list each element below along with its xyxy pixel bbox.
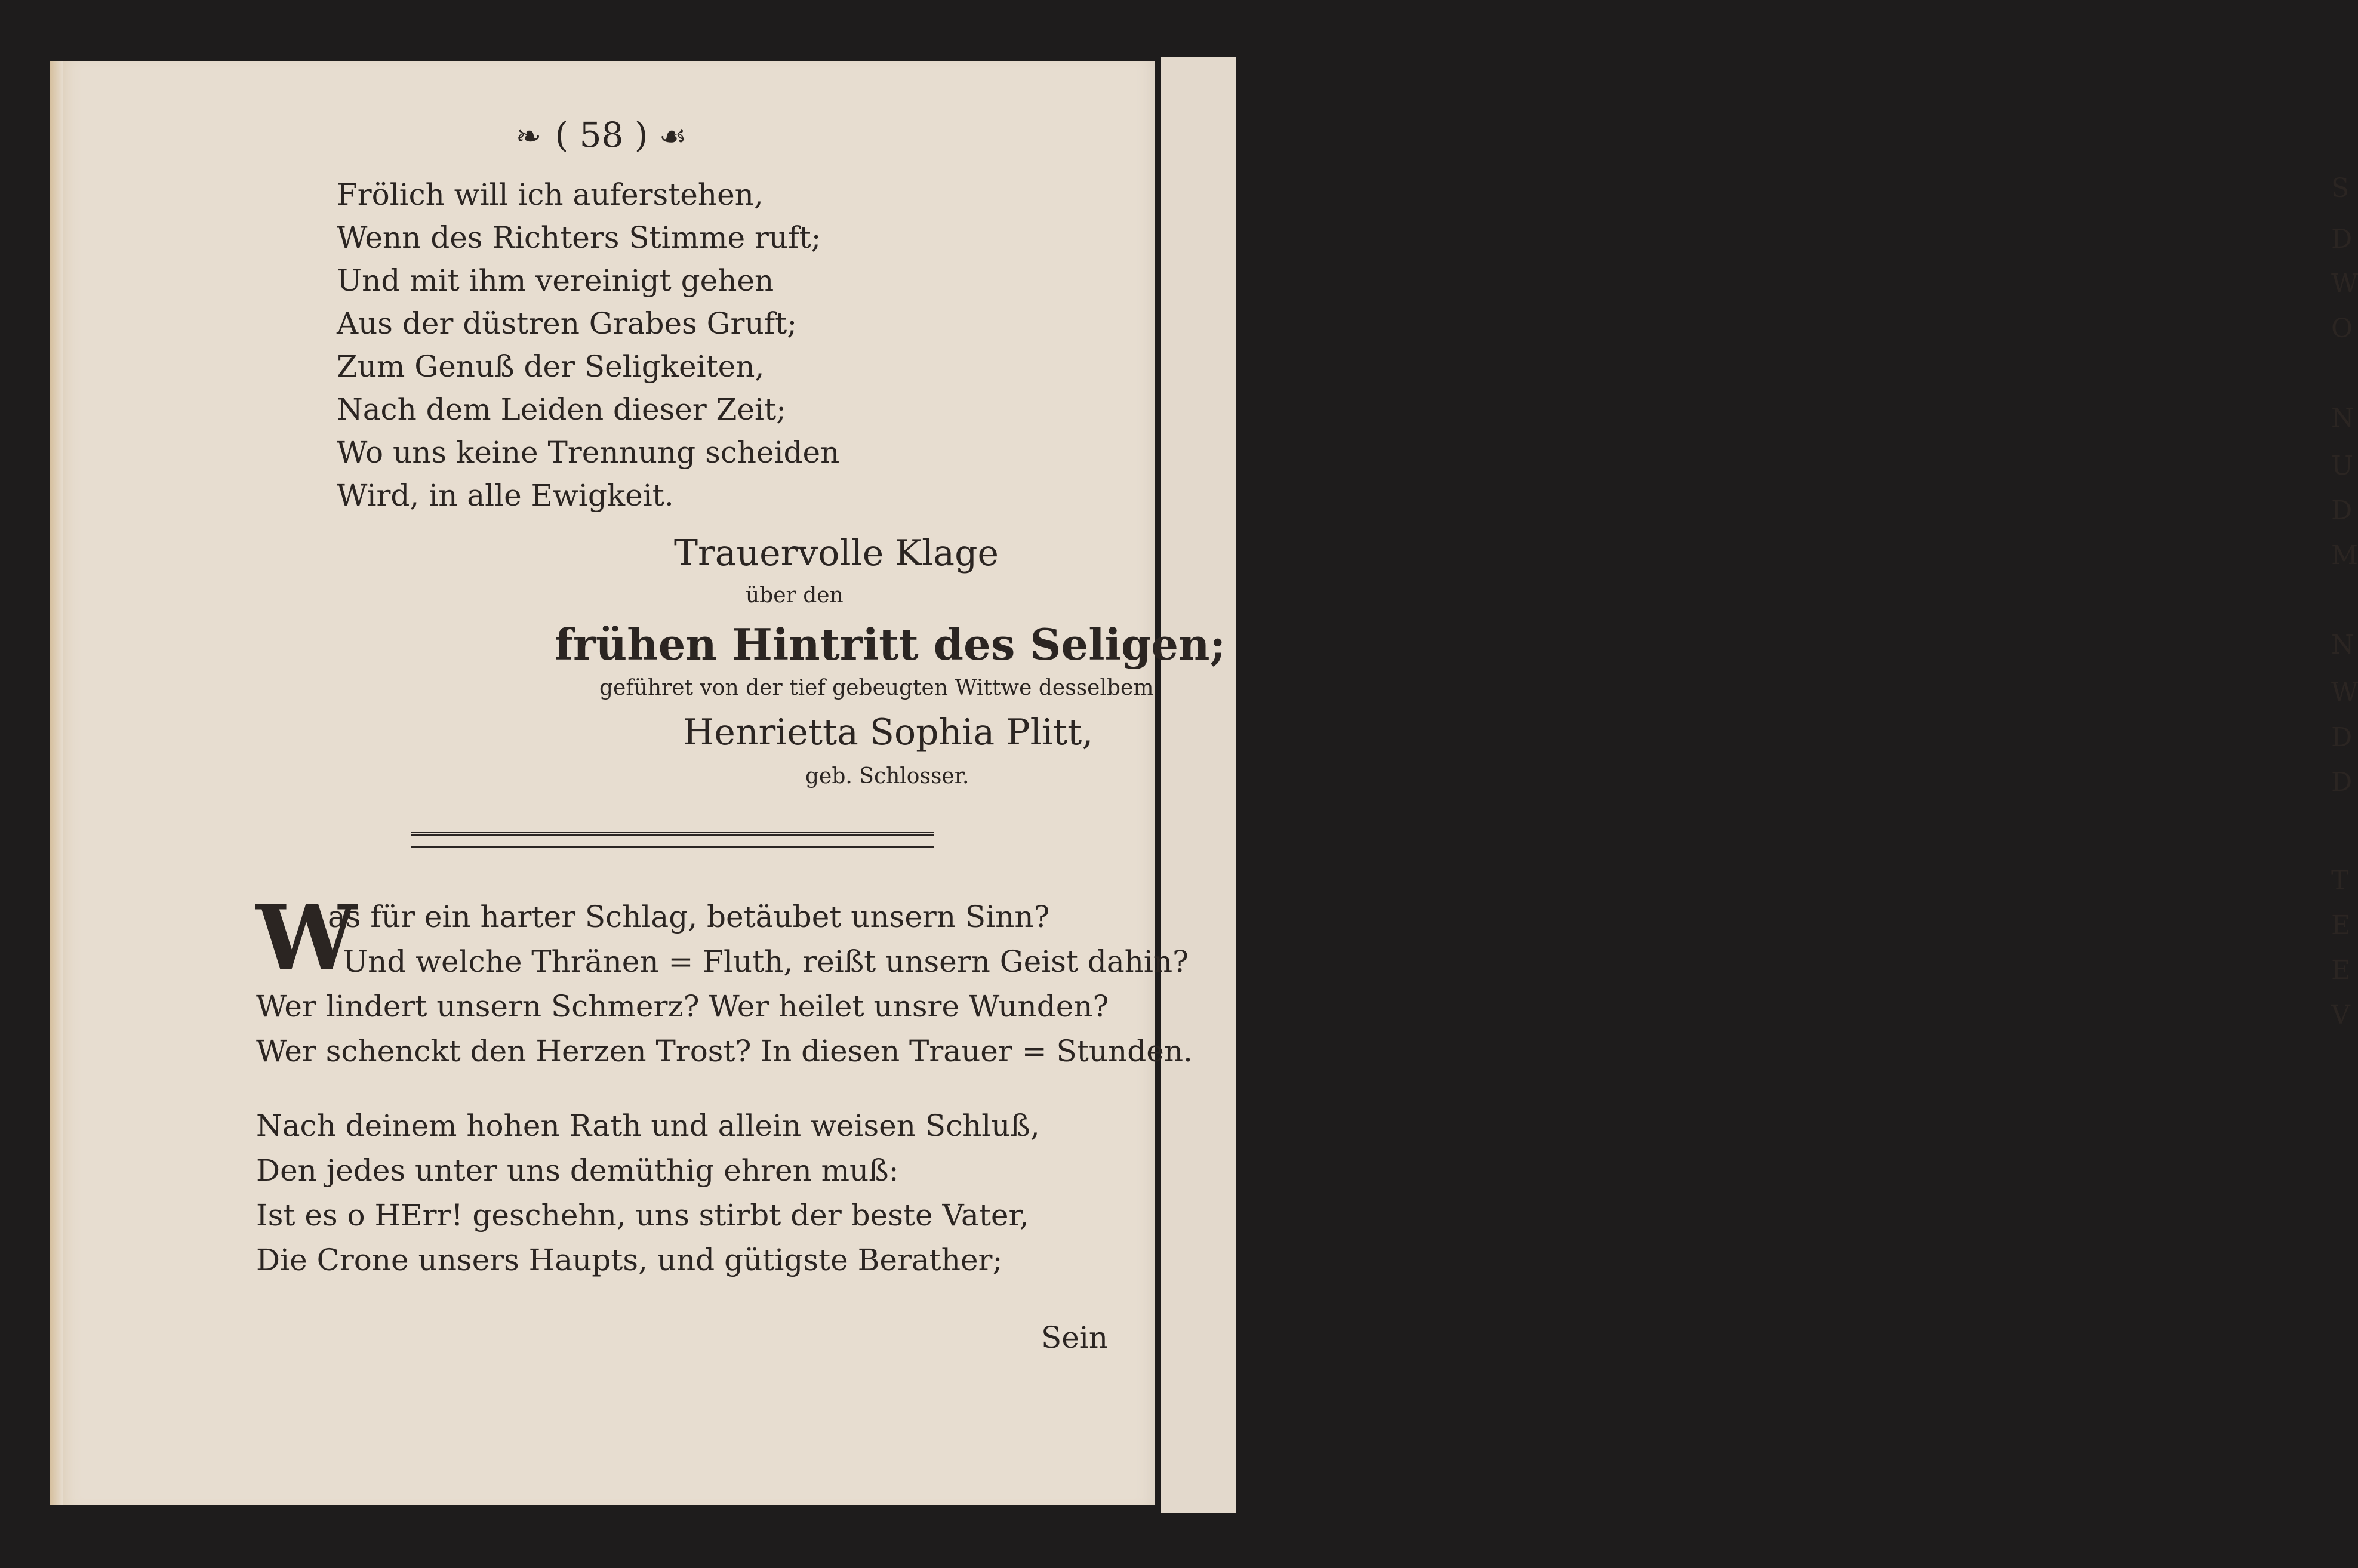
stanza-line: Den jedes unter uns demüthig ehren muß: [256,1153,899,1188]
facing-letter: D [2331,767,2353,797]
poem-line: Wo uns keine Trennung scheiden [337,435,840,470]
book-page [50,61,1226,1505]
facing-letter: T [2331,865,2349,896]
author-name: Henrietta Sophia Plitt, [683,711,1094,753]
page-header [50,115,1155,155]
decorative-rule [411,832,934,848]
ornament-left-icon: ❧ [515,119,544,155]
poem-line: Nach dem Leiden dieser Zeit; [337,392,786,427]
drop-cap: W [256,886,357,991]
ornament-right-icon: ☙ [658,119,689,155]
poem-line: Und mit ihm vereinigt gehen [337,263,774,298]
facing-letter: V [2331,1000,2350,1030]
facing-letter: E [2331,955,2351,985]
facing-letter: M [2331,540,2358,571]
poem-line: Wenn des Richters Stimme ruft; [337,220,821,255]
title-subline: über den [746,583,844,608]
poem-line: Aus der düstren Grabes Gruft; [337,306,798,341]
stanza-line: as für ein harter Schlag, betäubet unsern Sinn? [328,899,1050,934]
facing-letter: W [2331,269,2358,299]
stanza-line: Und welche Thränen = Fluth, reißt unsern Geist dahin? [343,944,1189,979]
catchword: Sein [1041,1320,1109,1355]
poem-line: Wird, in alle Ewigkeit. [337,478,674,513]
author-maiden-name: geb. Schlosser. [805,764,969,788]
facing-letter: D [2331,495,2353,526]
stanza-line: Ist es o HErr! geschehn, uns stirbt der beste Vater, [256,1198,1029,1233]
facing-letter: W [2331,677,2358,708]
facing-letter: N [2331,403,2354,433]
stanza-line: Wer lindert unsern Schmerz? Wer heilet unsre Wunden? [256,989,1109,1024]
facing-letter: D [2331,224,2353,254]
poem-line: Zum Genuß der Seligkeiten, [337,349,765,384]
facing-letter: O [2331,313,2353,344]
stanza-line: Nach deinem hohen Rath und allein weisen Schluß, [256,1108,1040,1143]
poem-line: Frölich will ich auferstehen, [337,177,764,212]
stanza-line: Wer schenckt den Herzen Trost? In diesen Trauer = Stunden. [256,1034,1193,1068]
page-number: ( 58 ) [555,115,648,155]
facing-letter: U [2331,451,2354,481]
facing-page [1161,57,2358,1513]
title-attribution: geführet von der tief gebeugten Wittwe desselbem [599,676,1154,700]
facing-letter: D [2331,722,2353,753]
facing-letter: S [2331,173,2350,204]
facing-letter: E [2331,910,2351,941]
title-main: frühen Hintritt des Seligen; [555,619,1226,670]
stanza-line: Die Crone unsers Haupts, und gütigste Berather; [256,1243,1003,1277]
facing-letter: N [2331,630,2354,660]
title-line: Trauervolle Klage [674,532,999,574]
